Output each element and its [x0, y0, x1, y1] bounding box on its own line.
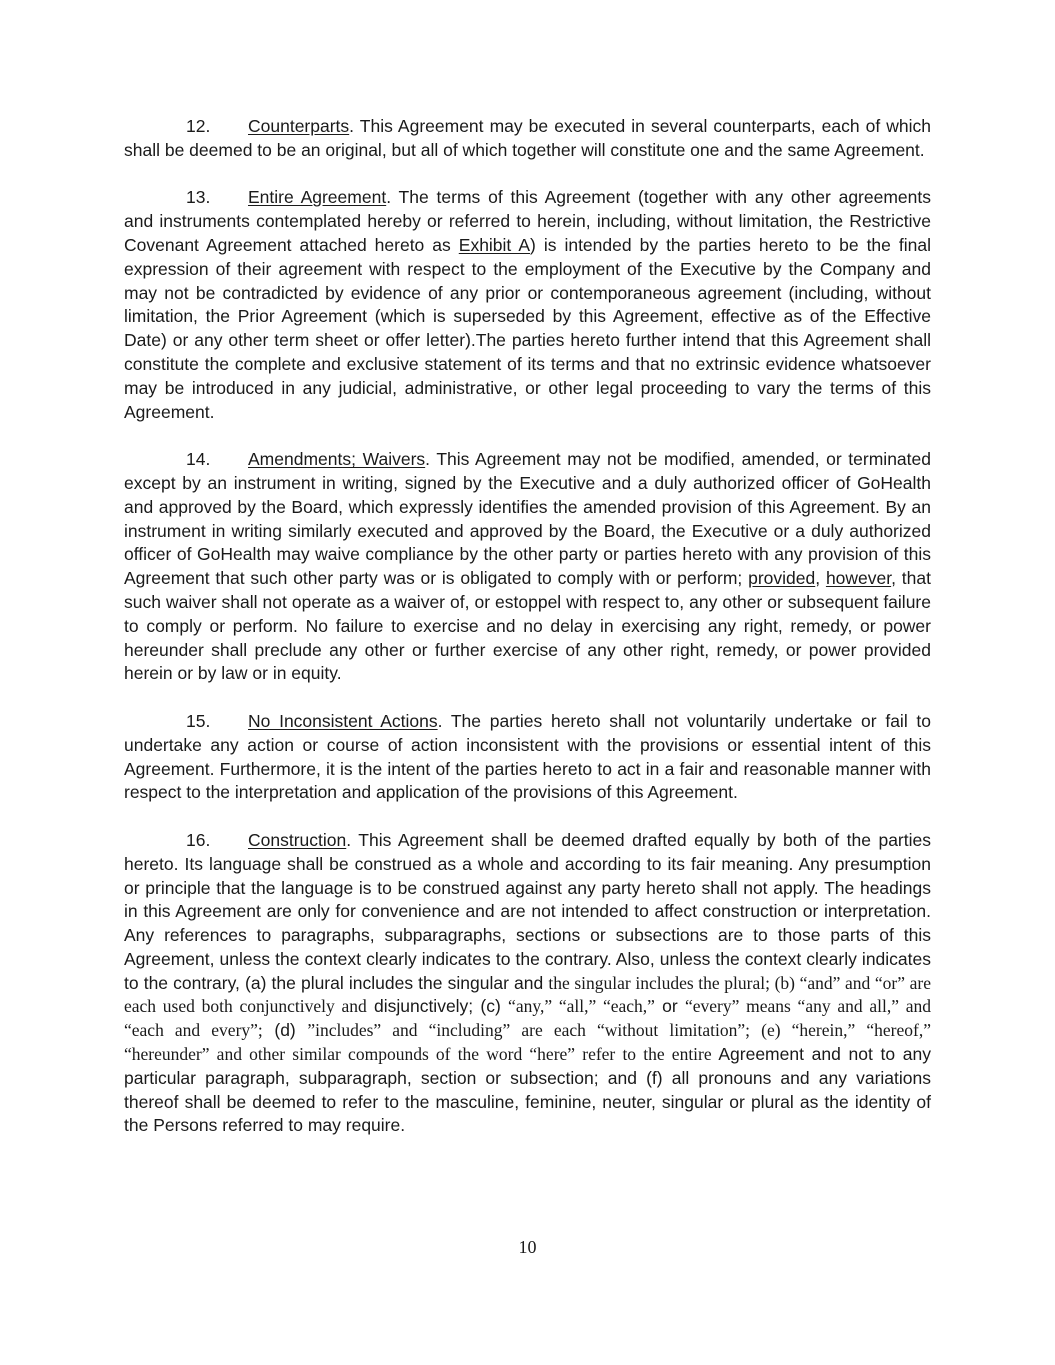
section-text-serif: the singular includes the plural; (b) “and” and “or” are each used both conjunctively and [124, 972, 932, 1017]
section-text: , [815, 568, 826, 589]
section-heading: No Inconsistent Actions [248, 710, 438, 731]
provided-term: provided [748, 568, 816, 589]
section-text-serif: “every” means “any and all,” and “each and every”; [124, 996, 931, 1041]
section-13 [124, 186, 931, 424]
section-text-serif: ”includes” and “including” are each “without limitation”; (e) “herein,” “hereof,” “hereunder” and other similar compounds of the word “here” refer to the entire [124, 1020, 931, 1065]
section-number: 15. [186, 710, 211, 731]
section-text: or [654, 996, 685, 1017]
section-heading: Counterparts [248, 116, 350, 136]
page-number: 10 [518, 1237, 537, 1257]
section-15 [124, 710, 931, 805]
section-number: 12. [186, 116, 211, 136]
document-body [124, 115, 931, 1162]
section-text: . This Agreement may be executed in several counterparts, each of which shall be deemed to be an original, but all of which together will constitute one and the same Agreement. [124, 116, 931, 160]
however-term: however [825, 568, 892, 589]
section-heading: Entire Agreement [248, 187, 387, 208]
section-number: 14. [186, 449, 211, 470]
section-heading: Construction [248, 829, 347, 850]
section-heading: Amendments; Waivers [248, 449, 426, 470]
section-number: 16. [186, 829, 211, 850]
section-text: . The parties hereto shall not voluntarily undertake or fail to undertake any action or course of action inconsistent with the provisions or essential intent of this Agreement. Furthermore, it is the intent of the parties hereto to act in a fair and reasonable manner with respect to the interpretation and application of the provisions of this Agreement. [124, 710, 932, 803]
section-text: disjunctively; (c) [366, 996, 509, 1017]
section-text: . The terms of this Agreement (together with any other agreements and instruments contemplated hereby or referred to herein, including, without limitation, the Restrictive Covenant Agreement attached hereto as [124, 187, 932, 255]
section-text: (d) [262, 1020, 308, 1041]
section-text: Agreement and not to any particular paragraph, subparagraph, section or subsection; and (f) all pronouns and any variations thereof shall be deemed to refer to the masculine, feminine, neuter, singular or plural as the identity of the Persons referred to may require. [124, 1044, 931, 1136]
section-text: ) is intended by the parties hereto to be the final expression of their agreement with respect to the employment of the Executive by the Company and may not be contradicted by evidence of any prior or contemporaneous agreement (including, without limitation, the Prior Agreement (which is superseded by this Agreement, effective as of the Effective Date) or any other term sheet or offer letter).The parties hereto further intend that this Agreement shall constitute the complete and exclusive statement of its terms and that no extrinsic evidence whatsoever may be introduced in any judicial, administrative, or other legal proceeding to vary the terms of this Agreement. [124, 234, 931, 422]
section-text: . This Agreement shall be deemed drafted equally by both of the parties hereto. Its language shall be construed as a whole and according to its fair meaning. Any presumption or principle that the language is to be construed against any party hereto shall not apply. The headings in this Agreement are only for convenience and are not intended to affect construction or interpretation. Any references to paragraphs, subparagraphs, sections or subsections are to those parts of this Agreement, unless the context clearly indicates to the contrary. Also, unless the context clearly indicates to the contrary, (a) the plural includes the singular and [124, 829, 931, 993]
exhibit-reference: Exhibit A [458, 234, 530, 255]
section-text: . This Agreement may not be modified, amended, or terminated except by an instrument in writing, signed by the Executive and a duly authorized officer of GoHealth and approved by the Board, which expressly identifies the amended provision of this Agreement. By an instrument in writing similarly executed and approved by the Board, the Executive or a duly authorized officer of GoHealth may waive compliance by the other party or parties hereto with any provision of this Agreement that such other party was or is obligated to comply with or perform; [124, 449, 931, 589]
section-text: , that such waiver shall not operate as a waiver of, or estoppel with respect to, any other or subsequent failure to comply or perform. No failure to exercise and no delay in exercising any right, remedy, or power hereunder shall preclude any other or further exercise of any other right, remedy, or power provided herein or by law or in equity. [124, 568, 931, 684]
section-text-serif: “any,” “all,” “each,” [508, 996, 655, 1017]
section-12 [124, 115, 931, 163]
section-number: 13. [186, 187, 211, 208]
section-14 [124, 448, 931, 686]
section-16 [124, 829, 931, 1138]
